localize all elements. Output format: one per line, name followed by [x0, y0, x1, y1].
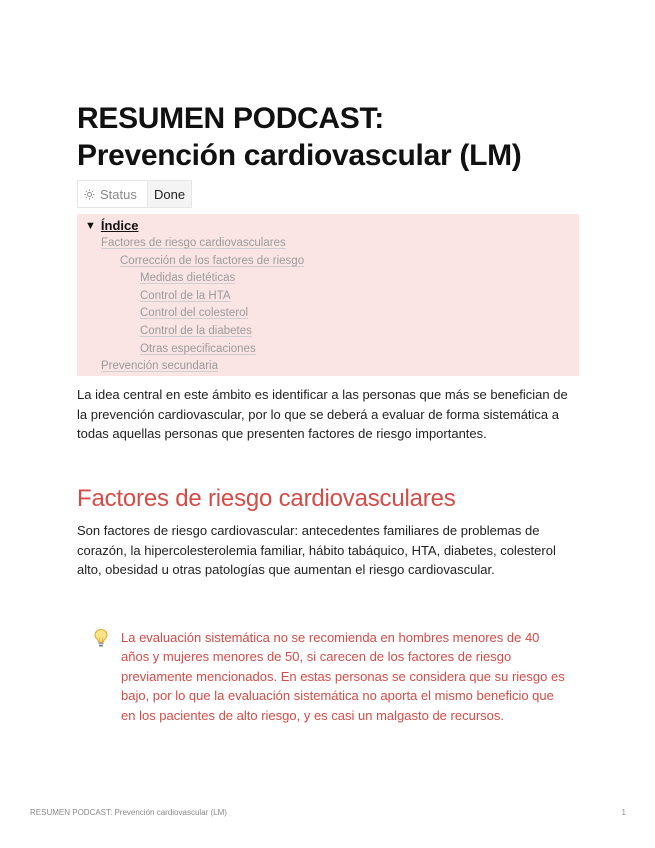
- triangle-down-icon[interactable]: ▼: [85, 219, 96, 232]
- toc-toggle: [77, 214, 579, 376]
- section-paragraph: Son factores de riesgo cardiovascular: antecedentes familiares de problemas de corazón, la hipercolesterolemia familiar, hábito tabáquico, HTA, diabetes, colesterol alto, obesidad u otras patologías que aumentan el riesgo cardiovascular.: [77, 523, 556, 578]
- page-title-line-2: Prevención cardiovascular (LM): [77, 139, 522, 173]
- page-number: 1: [621, 808, 626, 817]
- footer-title: RESUMEN PODCAST: Prevención cardiovascular (LM): [30, 808, 227, 817]
- status-value[interactable]: Done: [148, 181, 191, 207]
- lightbulb-icon: [93, 628, 109, 648]
- sun-icon: [84, 189, 95, 200]
- section-heading: Factores de riesgo cardiovasculares: [77, 485, 456, 512]
- toc-item[interactable]: Control del colesterol: [140, 307, 249, 319]
- status-property-key: [78, 181, 148, 207]
- toc-item[interactable]: Factores de riesgo cardiovasculares: [101, 237, 286, 249]
- toc-item[interactable]: Control de la diabetes: [140, 325, 252, 337]
- callout: [77, 622, 579, 752]
- page-title: [77, 100, 579, 174]
- page-title-line-1: RESUMEN PODCAST:: [77, 102, 384, 136]
- toc-heading: Índice: [100, 218, 139, 233]
- toc-item[interactable]: Corrección de los factores de riesgo: [120, 255, 305, 267]
- status-property: [77, 180, 192, 208]
- toc-item[interactable]: Prevención secundaria: [101, 360, 218, 372]
- toc-toggle-header[interactable]: [85, 218, 138, 233]
- toc-item[interactable]: Otras especificaciones: [140, 343, 256, 355]
- toc-item[interactable]: Medidas dietéticas: [140, 272, 236, 284]
- intro-paragraph: La idea central en este ámbito es identificar a las personas que más se benefician de la prevención cardiovascular, por lo que se deberá a evaluar de forma sistemática a todas aquellas personas que presenten factores de riesgo importantes.: [77, 387, 568, 442]
- status-label: Status: [100, 186, 137, 202]
- toc-item[interactable]: Control de la HTA: [140, 290, 231, 302]
- page-footer: [30, 808, 626, 817]
- callout-text: La evaluación sistemática no se recomienda en hombres menores de 40 años y mujeres menores de 50, si carecen de los factores de riesgo previamente mencionados. En estas personas se considera que su riesgo es bajo, por lo que la evaluación sistemática no aporta el mismo beneficio que en los pacientes de alto riesgo, y es casi un malgasto de recursos.: [121, 630, 565, 723]
